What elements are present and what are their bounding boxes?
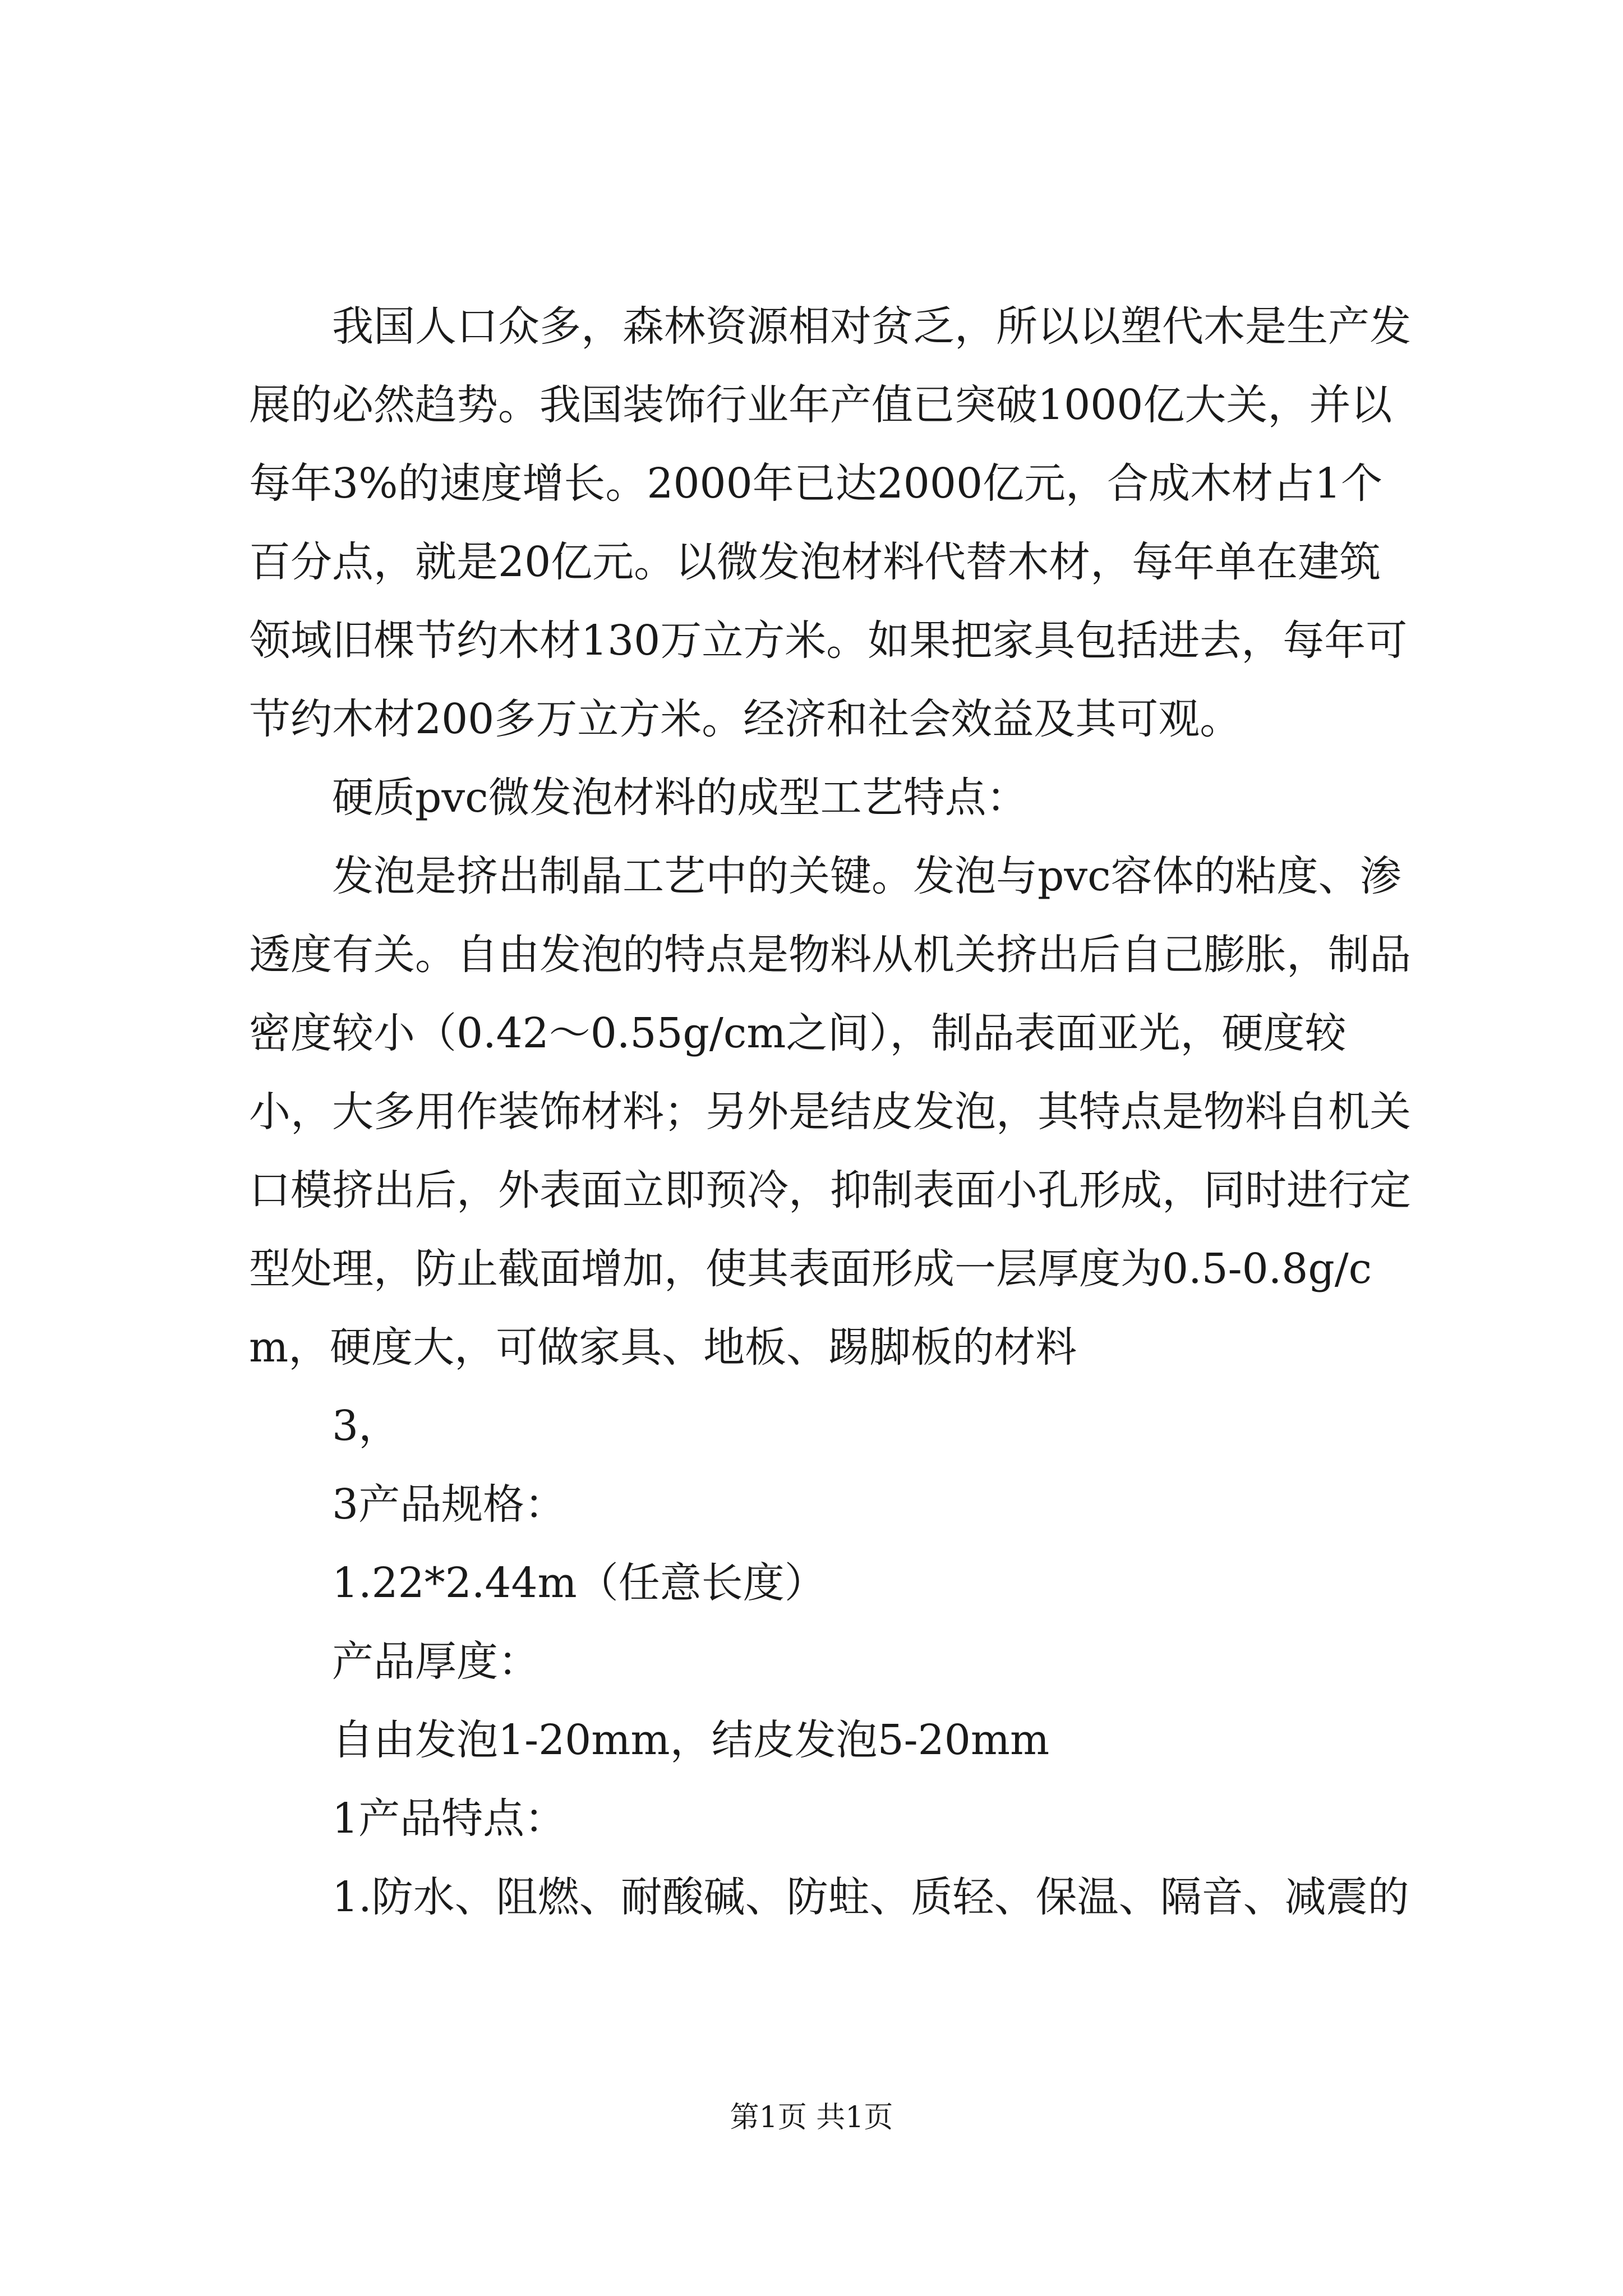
paragraph: 1产品特点：	[332, 1795, 566, 1843]
paragraph: 我国人口众多，森林资源相对贫乏，所以以塑代木是生产发展的必然趋势。我国装饰行业年产值已突破1000亿大关，并以每年3%的速度增长。2000年已达2000亿元，合成木材占1个百分点，就是20亿元。以微发泡材料代替木材，每年单在建筑领域旧棵节约木材130万立方米。如果把家具包括进去，每年可节约木材200多万立方米。经济和社会效益及其可观。	[249, 302, 1411, 743]
page-footer: 第1页 共1页	[730, 2101, 893, 2134]
paragraph: 3，	[332, 1402, 400, 1450]
paragraph: 自由发泡1-20mm，结皮发泡5-20mm	[332, 1716, 1050, 1764]
paragraph: 3产品规格：	[332, 1480, 566, 1529]
paragraph: 发泡是挤出制晶工艺中的关键。发泡与pvc容体的粘度、渗透度有关。自由发泡的特点是物料从机关挤出后自己膨胀，制品密度较小（0.42～0.55g/cm之间），制品表面亚光，硬度较小，大多用作装饰材料；另外是结皮发泡，其特点是物料自机关口模挤出后，外表面立即预冷，抑制表面小孔形成，同时进行定型处理，防止截面增加，使其表面形成一层厚度为0.5-0.8g/cm，硬度大，可做家具、地板、踢脚板的材料	[249, 852, 1411, 1372]
paragraph: 产品厚度：	[332, 1637, 540, 1686]
document-body	[249, 287, 1415, 1936]
paragraph: 1.防水、阻燃、耐酸碱、防蛀、质轻、保温、隔音、减震的	[332, 1873, 1409, 1921]
paragraph: 1.22*2.44m（任意长度）	[332, 1559, 826, 1607]
paragraph: 硬质pvc微发泡材料的成型工艺特点：	[332, 774, 1028, 822]
